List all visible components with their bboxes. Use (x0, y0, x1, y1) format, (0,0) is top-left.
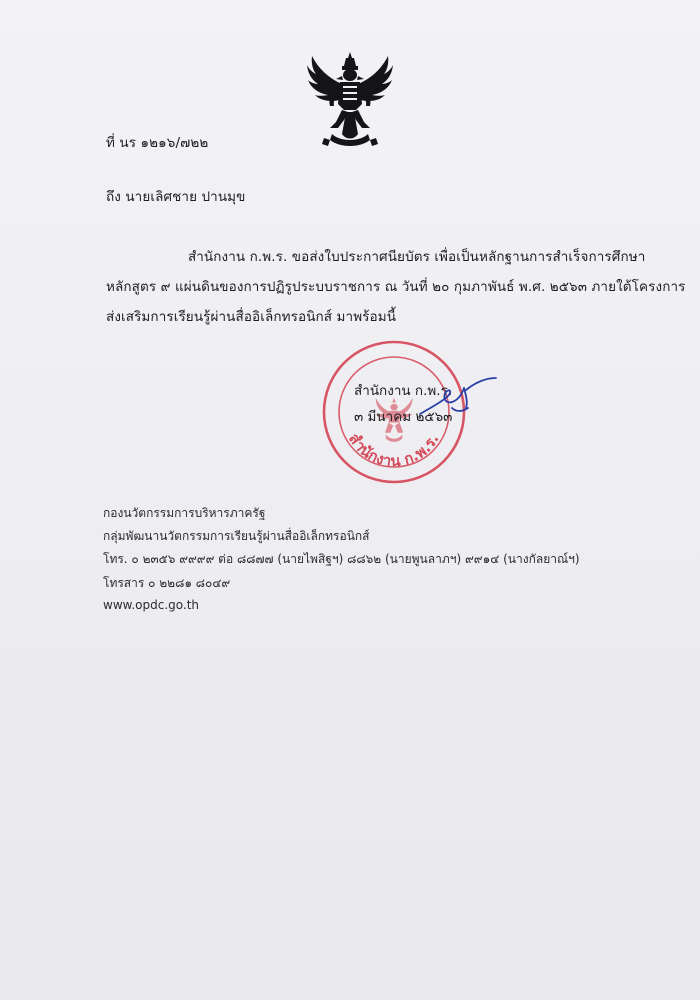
footer-fax: โทรสาร ๐ ๒๒๘๑ ๘๐๔๙ (103, 576, 231, 590)
garuda-emblem-icon (302, 48, 398, 152)
footer-division: กองนวัตกรรมการบริหารภาครัฐ (103, 506, 266, 520)
recipient-line: ถึง นายเลิศชาย ปานมุข (106, 189, 246, 205)
footer-phone: โทร. ๐ ๒๓๕๖ ๙๙๙๙ ต่อ ๘๘๗๗ (นายไพสิฐฯ) ๘๘๖๒ (นายพูนลาภฯ) ๙๙๑๔ (นางกัลยาณ์ฯ) (103, 552, 580, 566)
body-line: หลักสูตร ๙ แผ่นดินของการปฏิรูประบบราชการ ณ วันที่ ๒๐ กุมภาพันธ์ พ.ศ. ๒๕๖๓ ภายใต้โครงการ (106, 279, 686, 295)
signature-office: สำนักงาน ก.พ.ร. (354, 383, 453, 399)
body-line: สำนักงาน ก.พ.ร. ขอส่งใบประกาศนียบัตร เพื่อเป็นหลักฐานการสำเร็จการศึกษา (188, 249, 646, 265)
signature-date: ๓ มีนาคม ๒๕๖๓ (354, 409, 453, 425)
body-line: ส่งเสริมการเรียนรู้ผ่านสื่ออิเล็กทรอนิกส์ มาพร้อมนี้ (106, 309, 397, 325)
reference-number: ที่ นร ๑๒๑๖/๗๒๒ (106, 135, 209, 151)
footer-group: กลุ่มพัฒนานวัตกรรมการเรียนรู้ผ่านสื่ออิเล็กทรอนิกส์ (103, 529, 370, 543)
handwritten-signature (412, 368, 502, 428)
footer-website: www.opdc.go.th (103, 598, 200, 612)
stamp-text: สำนักงาน ก.พ.ร. (344, 429, 443, 471)
svg-text:สำนักงาน ก.พ.ร. (345, 430, 443, 470)
